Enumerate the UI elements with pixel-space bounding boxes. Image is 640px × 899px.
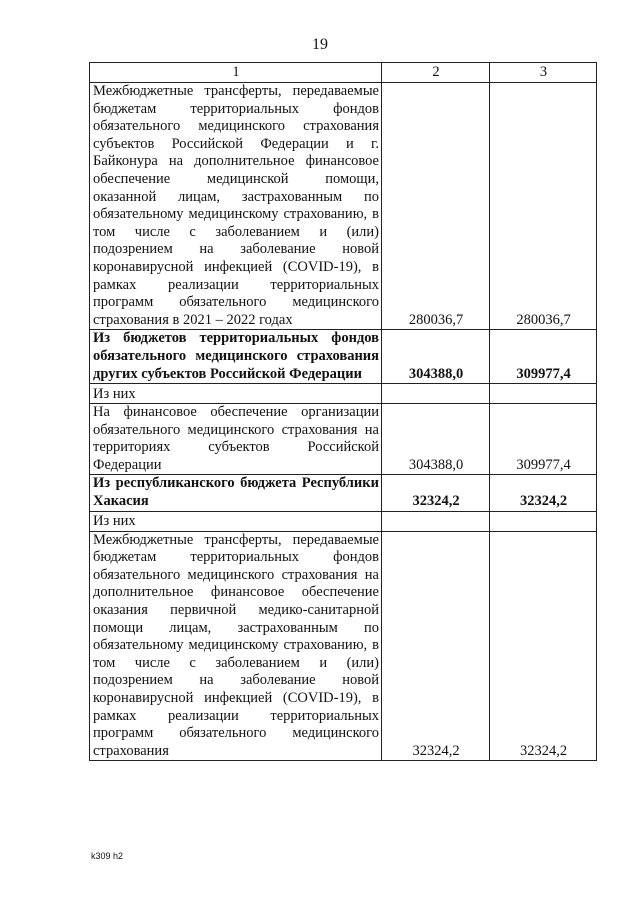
row-description: Из республиканского бюджета Республики Хакасия: [90, 475, 382, 511]
column-header: 2: [382, 63, 490, 83]
table-row: [90, 384, 597, 404]
row-description: На финансовое обеспечение организации обязательного медицинского страхования на территориях субъектов Российской Федерации: [90, 404, 382, 475]
value-2022: 32324,2: [490, 475, 597, 511]
value-2021: 304388,0: [382, 404, 490, 475]
row-description: Межбюджетные трансферты, передаваемые бюджетам территориальных фондов обязательного медицинского страхования на дополнительное финансовое обеспечение оказания первичной медико-санитарной помощи лицам, застрахованным по обязательному медицинскому страхованию, в том числе с заболеванием и (или) подозрением на заболевание новой коронавирусной инфекцией (COVID-19), в рамках реализации территориальных программ обязательного медицинского страхования: [90, 531, 382, 761]
table-row: [90, 531, 597, 761]
row-description: Из бюджетов территориальных фондов обязательного медицинского страхования других субъектов Российской Федерации: [90, 330, 382, 384]
value-2021: 32324,2: [382, 531, 490, 761]
column-header: 1: [90, 63, 382, 83]
table-row: [90, 83, 597, 330]
value-2021: [382, 511, 490, 531]
value-2022: 309977,4: [490, 330, 597, 384]
value-2022: 32324,2: [490, 531, 597, 761]
page-number: 19: [312, 36, 328, 53]
row-description: Межбюджетные трансферты, передаваемые бюджетам территориальных фондов обязательного медицинского страхования субъектов Российской Федерации и г. Байконура на дополнительное финансовое обеспечение медицинской помощи, оказанной лицам, застрахованным по обязательному медицинскому страхованию, в том числе с заболеванием и (или) подозрением на заболевание новой коронавирусной инфекцией (COVID-19), в рамках реализации территориальных программ обязательного медицинского страхования в 2021 – 2022 годах: [90, 83, 382, 330]
table-header-row: [90, 63, 597, 83]
value-2022: [490, 511, 597, 531]
value-2021: 304388,0: [382, 330, 490, 384]
row-description: Из них: [90, 384, 382, 404]
budget-table: [89, 62, 597, 761]
table-row: [90, 404, 597, 475]
row-description: Из них: [90, 511, 382, 531]
table-row: [90, 475, 597, 511]
value-2022: [490, 384, 597, 404]
value-2022: 280036,7: [490, 83, 597, 330]
table-row: [90, 511, 597, 531]
value-2021: 32324,2: [382, 475, 490, 511]
footer-code: k309 h2: [91, 851, 124, 861]
value-2021: [382, 384, 490, 404]
value-2022: 309977,4: [490, 404, 597, 475]
column-header: 3: [490, 63, 597, 83]
table-row: [90, 330, 597, 384]
value-2021: 280036,7: [382, 83, 490, 330]
